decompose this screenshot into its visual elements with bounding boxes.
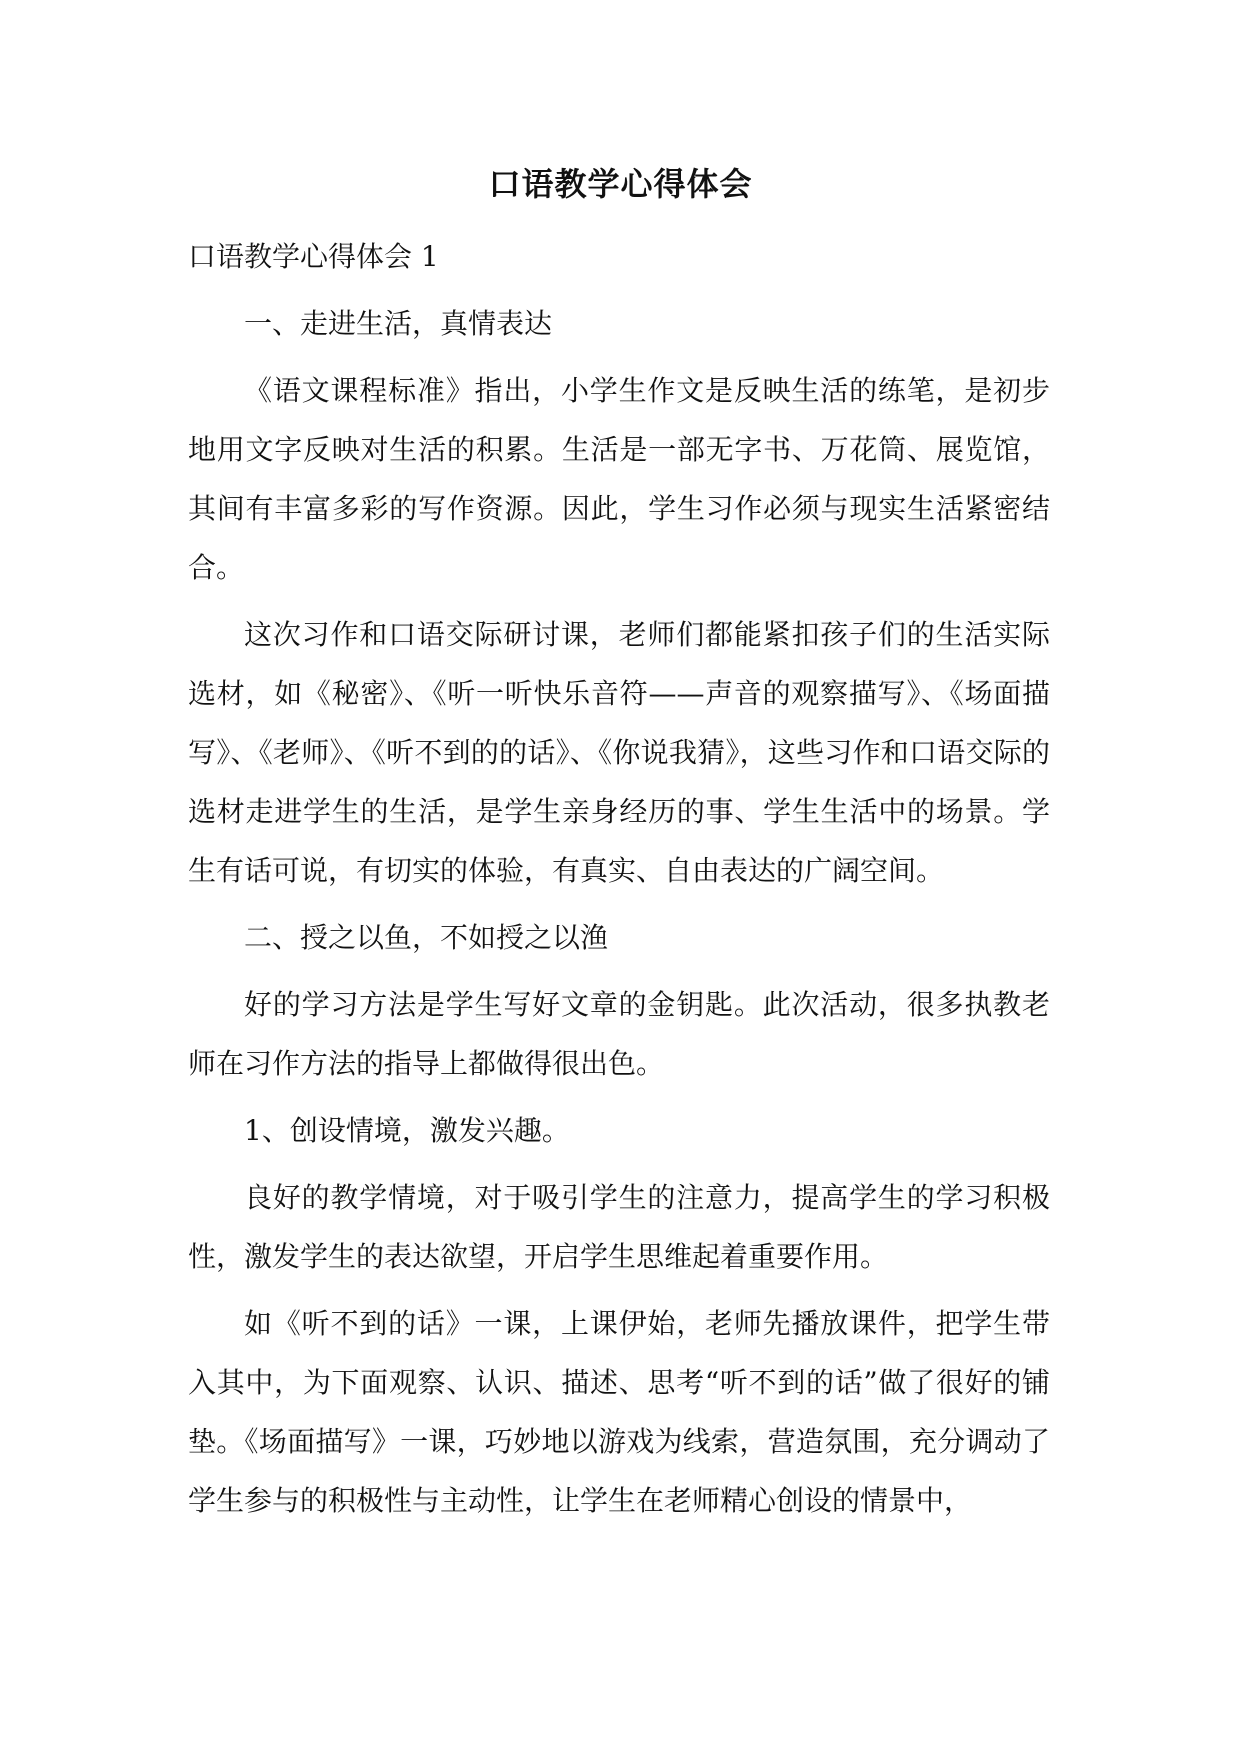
document-body: [188, 227, 1050, 1538]
section-heading: 口语教学心得体会 1: [188, 240, 439, 273]
paragraph: 良好的教学情境，对于吸引学生的注意力，提高学生的学习积极性，激发学生的表达欲望，开启学生思维起着重要作用。: [188, 1181, 1050, 1273]
paragraph-subheading: 1、创设情境，激发兴趣。: [244, 1114, 570, 1147]
paragraph: 如《听不到的话》一课，上课伊始，老师先播放课件，把学生带入其中，为下面观察、认识、描述、思考“听不到的话”做了很好的铺垫。《场面描写》一课，巧妙地以游戏为线索，营造氛围，充分调动了学生参与的积极性与主动性，让学生在老师精心创设的情景中，: [188, 1307, 1050, 1517]
paragraph: 好的学习方法是学生写好文章的金钥匙。此次活动，很多执教老师在习作方法的指导上都做得很出色。: [188, 988, 1050, 1080]
paragraph-heading-2: 二、授之以鱼，不如授之以渔: [244, 921, 609, 954]
paragraph: 《语文课程标准》指出，小学生作文是反映生活的练笔，是初步地用文字反映对生活的积累。生活是一部无字书、万花筒、展览馆，其间有丰富多彩的写作资源。因此，学生习作必须与现实生活紧密结合。: [188, 374, 1050, 584]
document-title: 口语教学心得体会: [488, 165, 753, 203]
paragraph: 这次习作和口语交际研讨课，老师们都能紧扣孩子们的生活实际选材，如《秘密》、《听一听快乐音符——声音的观察描写》、《场面描写》、《老师》、《听不到的的话》、《你说我猜》，这些习作和口语交际的选材走进学生的生活，是学生亲身经历的事、学生生活中的场景。学生有话可说，有切实的体验，有真实、自由表达的广阔空间。: [188, 618, 1050, 887]
paragraph-heading-1: 一、走进生活，真情表达: [244, 307, 553, 340]
